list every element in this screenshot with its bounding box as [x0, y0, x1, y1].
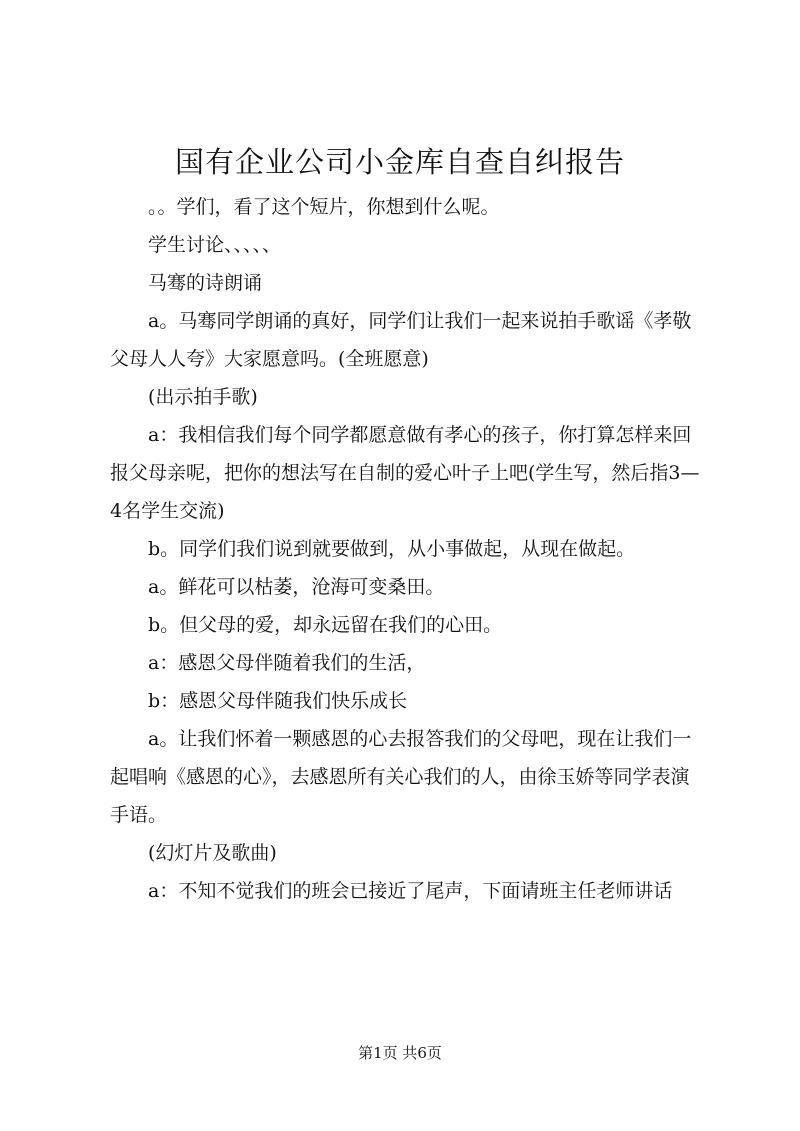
document-title: 国有企业公司小金库自查自纠报告 [174, 145, 625, 179]
page-footer: 第1页 共6页 [358, 1044, 442, 1062]
paragraph: a：不知不觉我们的班会已接近了尾声，下面请班主任老师讲话 [148, 880, 673, 902]
paragraph: (出示拍手歌) [148, 386, 258, 408]
paragraph: b。但父母的爱，却永远留在我们的心田。 [148, 614, 503, 636]
paragraph: a。马骞同学朗诵的真好，同学们让我们一起来说拍手歌谣《孝敬父母人人夸》大家愿意吗。(全班愿意) [110, 310, 692, 370]
paragraph: a：我相信我们每个同学都愿意做有孝心的孩子，你打算怎样来回报父母亲呢，把你的想法写在自制的爱心叶子上吧(学生写，然后指3—4名学生交流) [110, 424, 700, 522]
paragraph: 学生讨论、、、、、 [148, 234, 282, 256]
paragraph: a。鲜花可以枯萎，沧海可变桑田。 [148, 576, 445, 598]
paragraph: b：感恩父母伴随我们快乐成长 [148, 690, 408, 712]
document-body [110, 188, 700, 910]
paragraph: (幻灯片及歌曲) [148, 842, 277, 864]
paragraph: 马骞的诗朗诵 [148, 272, 263, 294]
paragraph: b。同学们我们说到就要做到，从小事做起，从现在做起。 [148, 538, 636, 560]
paragraph: 。。学们，看了这个短片，你想到什么呢。 [148, 196, 500, 218]
paragraph: a：感恩父母伴随着我们的生活， [148, 652, 426, 674]
paragraph: a。让我们怀着一颗感恩的心去报答我们的父母吧，现在让我们一起唱响《感恩的心》，去感恩所有关心我们的人，由徐玉娇等同学表演手语。 [110, 728, 692, 826]
